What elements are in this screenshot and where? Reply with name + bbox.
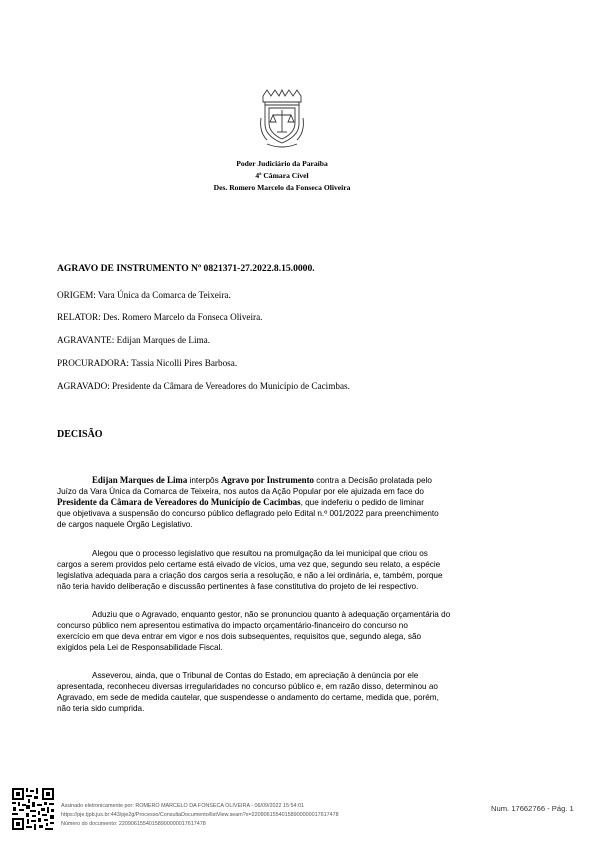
signed-by: Assinado eletronicamente por: ROMERO MARCELO DA FONSECA OLIVEIRA - 06/09/2022 15:54:01 [61, 803, 304, 809]
coat-of-arms-emblem [259, 88, 305, 150]
agravado-line: AGRAVADO: Presidente da Câmara de Vereadores do Município de Cacimbas. [57, 381, 350, 391]
agravante-name: Edijan Marques de Lima [92, 475, 188, 485]
signature-info [61, 802, 339, 829]
agravante-line: AGRAVANTE: Edijan Marques de Lima. [57, 335, 211, 345]
procuradora-line: PROCURADORA: Tassia Nicolli Pires Barbosa. [57, 358, 238, 368]
paragraph-3: Aduziu que o Agravado, enquanto gestor, não se pronunciou quanto à adequação orçamentária do concurso público nem apresentou estimativa do impacto orçamentário-financeiro do concurso no exercício em que deva entrar em vigor e nos dois subsequentes, requisitos que, segundo alega, são exigidos pela Lei de Responsabilidade Fiscal. [57, 610, 451, 652]
court-header [0, 158, 564, 194]
agravado-name: Presidente da Câmara de Vereadores do Município de Cacimbas [57, 497, 301, 507]
judge-name: Des. Romero Marcelo da Fonseca Oliveira [213, 183, 351, 192]
origem-line: ORIGEM: Vara Única da Comarca de Teixeira. [57, 290, 231, 300]
relator-line: RELATOR: Des. Romero Marcelo da Fonseca Oliveira. [57, 312, 263, 322]
qr-code-icon [11, 787, 55, 831]
court-name: Poder Judiciário da Paraíba [236, 159, 328, 168]
decision-heading: DECISÃO [57, 429, 103, 440]
page-reference: Num. 17662766 - Pág. 1 [491, 804, 574, 813]
agravo-term: Agravo por Instrumento [220, 475, 314, 485]
paragraph-2: Alegou que o processo legislativo que resultou na promulgação da lei municipal que criou os cargos a serem providos pelo certame está eivado de vícios, uma vez que, segundo seu relato, a espécie legislativa adequada para a criação dos cargos seria a resolução, e não a lei ordinária, e, também, porque não teria havido deliberação e discussão pertinentes à fase constitutiva do projeto de lei respectivo. [57, 549, 443, 591]
paragraph-4: Asseverou, ainda, que o Tribunal de Contas do Estado, em apreciação à denúncia por ele apresentada, reconheceu diversas irregularidades no concurso público e, em razão disso, determinou ao Agravado, em sede de medida cautelar, que suspendesse o andamento do certame, medida que, porém, não teria sido cumprida. [57, 671, 439, 713]
case-title: AGRAVO DE INSTRUMENTO Nº 0821371-27.2022.8.15.0000. [57, 263, 315, 274]
document-url[interactable]: https://pje.tjpb.jus.br:443/pje2g/Processo/ConsultaDocumento/listView.seam?x=22090615540158900000017617478 [61, 812, 339, 818]
document-number: Número do documento: 22090615540158900000017617478 [61, 821, 206, 827]
paragraph-1: Edijan Marques de Lima interpôs Agravo por Instrumento contra a Decisão prolatada pelo Juízo da Vara Única da Comarca de Teixeira, nos autos da Ação Popular por ele ajuizada em face do Presidente da Câmara de Vereadores do Município de Cacimbas, que indeferiu o pedido de liminar que objetivava a suspensão do concurso público deflagrado pelo Edital n.º 001/2022 para preenchimento de cargos naquele Órgão Legislativo. [57, 475, 439, 529]
chamber-name: 4ª Câmara Cível [255, 171, 309, 180]
